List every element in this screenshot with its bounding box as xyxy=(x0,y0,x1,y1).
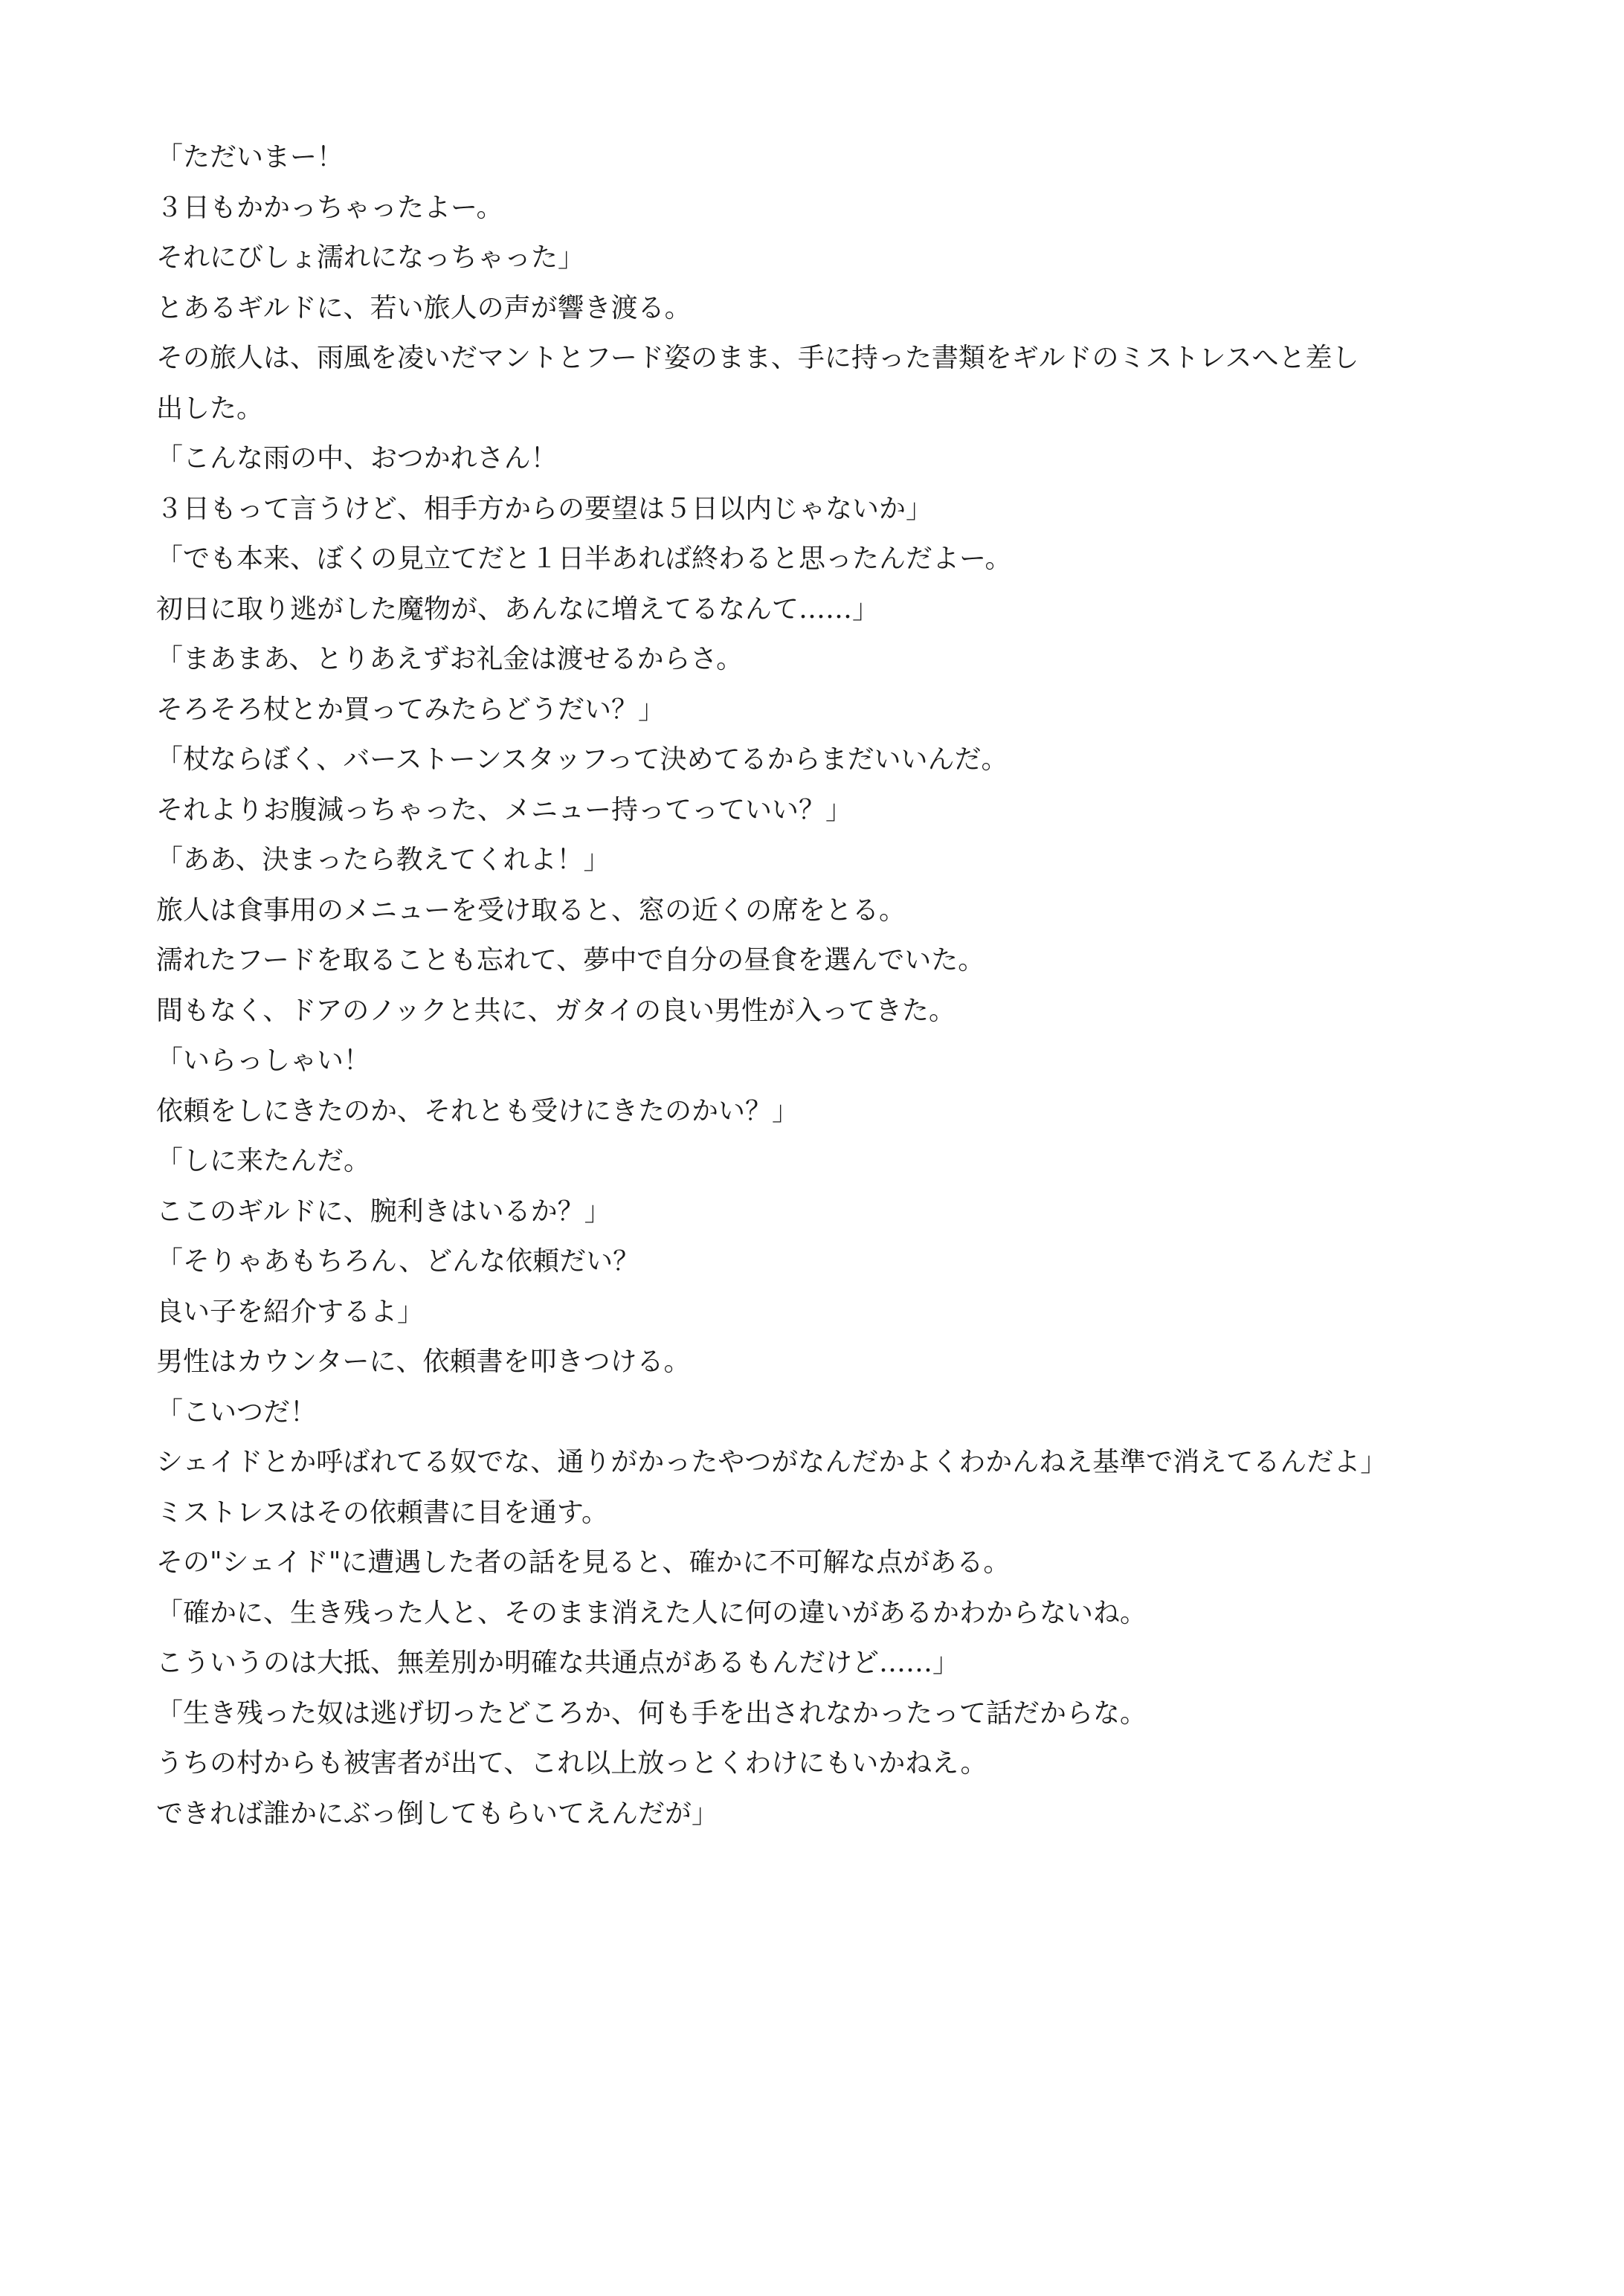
text-line: 「まあまあ、とりあえずお礼金は渡せるからさ。 xyxy=(156,644,744,674)
text-line: できれば誰かにぶっ倒してもらいてえんだが」 xyxy=(156,1798,719,1829)
text-line: 初日に取り逃がした魔物が、あんなに増えてるなんて……」 xyxy=(156,593,880,625)
text-line: 「しに来たんだ。 xyxy=(156,1146,371,1176)
text-line: 「確かに、生き残った人と、そのまま消えた人に何の違いがあるかわからないね。 xyxy=(156,1597,1147,1628)
text-line: 出した。 xyxy=(156,393,264,424)
text-line: 濡れたフードを取ることも忘れて、夢中で自分の昼食を選んでいた。 xyxy=(156,945,985,976)
text-line: 「こんな雨の中、おつかれさん！ xyxy=(156,443,558,474)
text-line: ここのギルドに、腕利きはいるか？」 xyxy=(156,1196,611,1227)
text-line: それにびしょ濡れになっちゃった」 xyxy=(156,242,585,273)
text-line: 「ああ、決まったら教えてくれよ！」 xyxy=(156,845,610,875)
text-line: 「生き残った奴は逃げ切ったどころか、何も手を出されなかったって話だからな。 xyxy=(156,1697,1147,1729)
text-line: 「こいつだ！ xyxy=(156,1396,318,1428)
text-line: 「そりゃあもちろん、どんな依頼だい？ xyxy=(156,1246,640,1277)
text-line: ３日もって言うけど、相手方からの要望は５日以内じゃないか」 xyxy=(156,493,933,524)
text-line: とあるギルドに、若い旅人の声が響き渡る。 xyxy=(156,292,692,323)
text-line: 「杖ならぼく、バーストーンスタッフって決めてるからまだいいんだ。 xyxy=(156,744,1008,775)
text-line: 男性はカウンターに、依頼書を叩きつける。 xyxy=(156,1347,691,1377)
text-line: 旅人は食事用のメニューを受け取ると、窓の近くの席をとる。 xyxy=(156,894,906,926)
text-line: うちの村からも被害者が出て、これ以上放っとくわけにもいかねえ。 xyxy=(156,1748,987,1779)
text-line: 「でも本来、ぼくの見立てだと１日半あれば終わると思ったんだよー。 xyxy=(156,544,1012,574)
text-line: 良い子を紹介するよ」 xyxy=(156,1296,425,1327)
text-line: その"シェイド"に遭遇した者の話を見ると、確かに不可解な点がある。 xyxy=(156,1547,1011,1578)
body-text xyxy=(156,132,1495,1839)
text-line: 「いらっしゃい！ xyxy=(156,1045,371,1076)
text-line: その旅人は、雨風を凌いだマントとフード姿のまま、手に持った書類をギルドのミストレスへと差し xyxy=(156,343,1359,373)
text-line: ミストレスはその依頼書に目を通す。 xyxy=(156,1497,609,1528)
text-line: そろそろ杖とか買ってみたらどうだい？」 xyxy=(156,694,666,725)
text-line: 間もなく、ドアのノックと共に、ガタイの良い男性が入ってきた。 xyxy=(156,995,956,1026)
text-line: 依頼をしにきたのか、それとも受けにきたのかい？」 xyxy=(156,1095,799,1126)
text-line: こういうのは大抵、無差別か明確な共通点があるもんだけど……」 xyxy=(156,1648,960,1678)
text-line: シェイドとか呼ばれてる奴でな、通りがかったやつがなんだかよくわかんねえ基準で消えてるんだよ」 xyxy=(156,1447,1388,1477)
text-line: ３日もかかっちゃったよー。 xyxy=(156,192,503,223)
text-line: 「ただいまー！ xyxy=(156,142,344,172)
text-line: それよりお腹減っちゃった、メニュー持ってっていい？」 xyxy=(156,794,853,825)
